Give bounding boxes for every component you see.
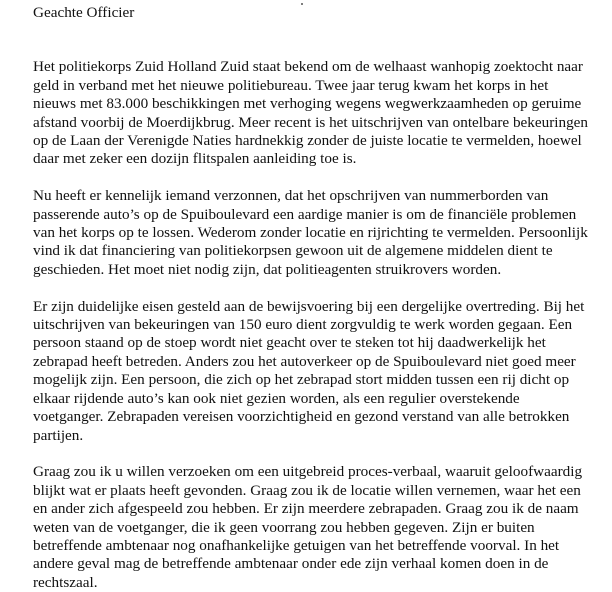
paragraph-spuiboulevard: Nu heeft er kennelijk iemand verzonnen, dat het opschrijven van nummerborden van passerende auto’s op de Spuiboulevard een aardige manier is om de financiële problemen van het korps op te lossen. Wederom zonder locatie en rijrichting te vermelden. Persoonlijk vind ik dat financiering van politiekorpsen gewoon uit de algemene middelen dient te geschieden. Het moet niet nodig zijn, dat politieagenten struikrovers worden.: [33, 187, 588, 278]
paragraph-budget-context: Het politiekorps Zuid Holland Zuid staat bekend om de welhaast wanhopig zoektocht naar geld in verband met het nieuwe politiebureau. Twee jaar terug kwam het korps in het nieuws met 83.000 beschikkingen met verhoging wegens wegwerkzaamheden op geruime afstand voorbij de Moerdijkbrug. Meer recent is het uitschrijven van ontelbare bekeuringen op de Laan der Verenigde Naties hardnekkig zonder de juiste locatie te vermelden, hoewel daar met zeker een dozijn flitspalen aanleiding toe is.: [33, 58, 589, 168]
salutation: Geachte Officier: [33, 4, 135, 21]
letter-body: [33, 4, 593, 592]
paragraph-evidence-requirements: Er zijn duidelijke eisen gesteld aan de bewijsvoering bij een dergelijke overtreding. Bij het uitschrijven van bekeuringen van 150 euro dient zorgvuldig te werk worden gegaan. Een persoon staand op de stoep wordt niet geacht over te steken tot hij daadwerkelijk het zebrapad heeft betreden. Anders zou het autoverkeer op de Spuiboulevard niet goed meer mogelijk zijn. Een persoon, die zich op het zebrapad stort midden tussen een rij dicht op elkaar rijdende auto’s kan ook niet gezien worden, als een regulier overstekende voetganger. Zebrapaden vereisen voorzichtigheid en gezond verstand van alle betrokken partijen.: [33, 297, 585, 444]
paragraph-request: Graag zou ik u willen verzoeken om een uitgebreid proces-verbaal, waaruit geloofwaardig blijkt wat er plaats heeft gevonden. Graag zou ik de locatie willen vernemen, waar het een en ander zich afgespeeld zou hebben. Er zijn meerdere zebrapaden. Graag zou ik de naam weten van de voetganger, die ik geen voorrang zou hebben gegeven. Zijn er buiten betreffende ambtenaar nog onafhankelijke getuigen van het betreffende voorval. In het andere geval mag de betreffende ambtenaar onder ede zijn verhaal komen doen in de rechtszaal.: [33, 463, 583, 591]
